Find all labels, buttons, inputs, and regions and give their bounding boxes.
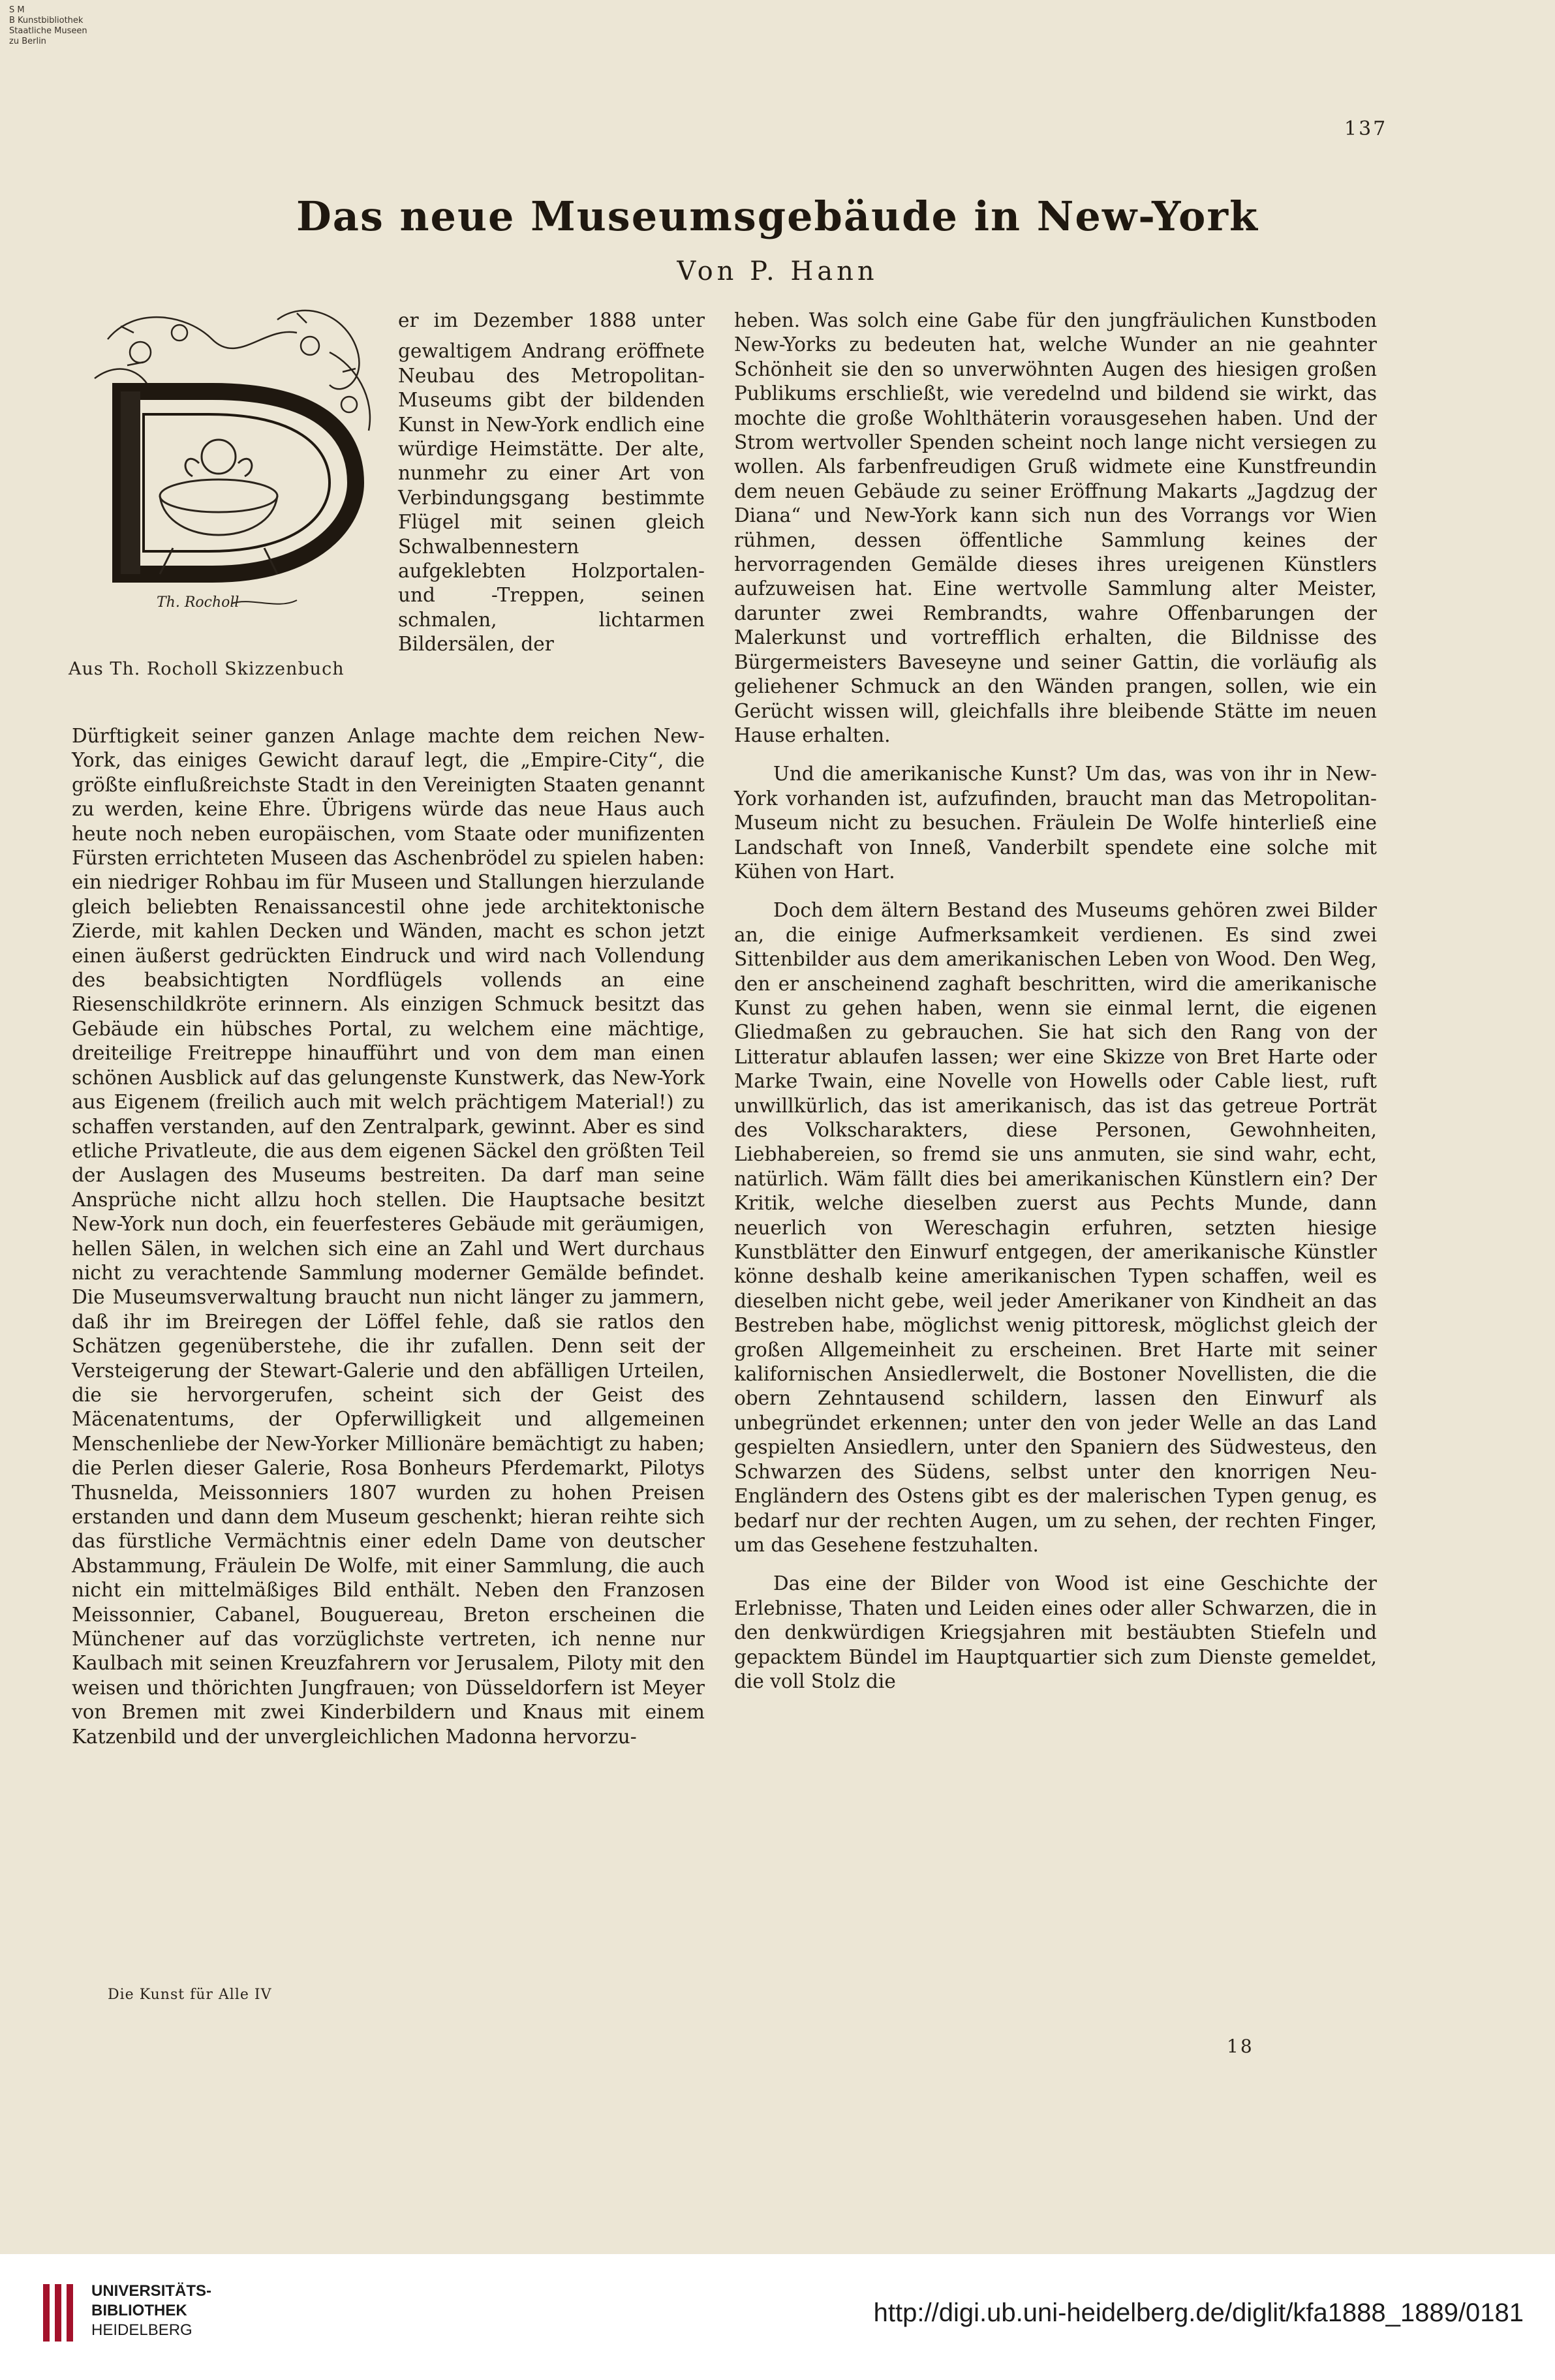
paragraph: heben. Was solch eine Gabe für den jungfräulichen Kunstboden New-Yorks zu bedeuten hat, welche Wunder an nie geahnter Schönheit sie den so unverwöhnten Augen des hiesigen großen Publikums erschließt, wie veredelnd und bildend sie wirkt, das mochte die große Wohlthäterin vorausgesehen haben. Und der Strom wertvoller Spenden scheint noch lange nicht versiegen zu wollen. Als farbenfreudigen Gruß widmete eine Kunstfreundin dem neuen Gebäude zu seiner Eröffnung Makarts „Jagdzug der Diana“ und New-York kann sich nun des Vorrangs vor Wien rühmen, dessen öffentliche Sammlung keines der hervorragenden Gemälde dieses ihres ureigenen Künstlers aufzuweisen hat. Eine wertvolle Sammlung alter Meister, darunter zwei Rembrandts, wahre Offenbarungen der Malerkunst und vortrefflich erhalten, die Bildnisse des Bürgermeisters Baveseyne und seiner Gattin, die vorläufig als geliehener Schmuck an den Wänden prangen, sollen, wie ein Gerücht wissen will, gleichfalls ihre bleibende Stätte im neuen Hause erhalten.: [734, 309, 1377, 746]
paragraph: Und die amerikanische Kunst? Um das, was von ihr in New-York vorhanden ist, aufzufinden, braucht man das Metropolitan-Museum nicht zu besuchen. Fräulein De Wolfe hinterließ eine Landschaft von Inneß, Vanderbilt spendete eine solche mit Kühen von Hart.: [734, 763, 1377, 883]
paragraph: Das eine der Bilder von Wood ist eine Geschichte der Erlebnisse, Thaten und Leiden eines oder aller Schwarzen, die in den denkwürdigen Kriegsjahren mit bestäubten Stiefeln und gepacktem Bündel im Hauptquartier sich zum Dienste gemeldet, die voll Stolz die: [734, 1572, 1377, 1692]
drop-cap-caption: Aus Th. Rocholl Skizzenbuch: [69, 659, 345, 679]
library-name-line: BIBLIOTHEK: [91, 2302, 187, 2319]
stamp-line: Staatliche Museen: [9, 26, 87, 36]
page-number: 137: [1344, 117, 1388, 140]
museum-stamp: [9, 5, 87, 47]
library-name-line: UNIVERSITÄTS-: [91, 2282, 212, 2300]
digital-library-link[interactable]: http://digi.ub.uni-heidelberg.de/diglit/kfa1888_1889/0181: [873, 2298, 1524, 2327]
library-name: [91, 2281, 211, 2340]
article-author: Von P. Hann: [677, 256, 878, 286]
paragraph: [398, 309, 705, 657]
drop-cap-illustration: [82, 300, 388, 626]
column-right: [734, 309, 1377, 1694]
stamp-line: S M: [9, 5, 25, 15]
library-name-line: HEIDELBERG: [91, 2321, 192, 2339]
article-title: Das neue Museumsgebäude in New-York: [296, 192, 1259, 240]
signature-mark: 18: [1227, 2036, 1254, 2057]
column-left: [72, 724, 705, 1749]
journal-footer: Die Kunst für Alle IV: [108, 1987, 272, 2003]
library-footer-bar: [0, 2254, 1555, 2380]
column-left-top: [398, 309, 705, 657]
paragraph: Dürftigkeit seiner ganzen Anlage machte dem reichen New-York, das einiges Gewicht darauf legt, die „Empire-City“, die größte einflußreichste Stadt in den Vereinigten Staaten genannt zu werden, keine Ehre. Übrigens würde das neue Haus auch heute noch neben europäischen, vom Staate oder munifizenten Fürsten errichteten Museen das Aschenbrödel zu spielen haben: ein niedriger Rohbau im für Museen und Stallungen hierzulande gleich beliebten Renaissancestil ohne jede architektonische Zierde, mit kahlen Decken und Wänden, macht es schon jetzt einen äußerst gedrückten Eindruck und wird nach Vollendung des beabsichtigten Nordflügels vollends an eine Riesenschildkröte erinnern. Als einzigen Schmuck besitzt das Gebäude ein hübsches Portal, zu welchem eine mächtige, dreiteilige Freitreppe hinaufführt und von dem man einen schönen Ausblick auf das gelungenste Kunstwerk, das New-York aus Eigenem (freilich auch mit welch prächtigem Material!) zu schaffen verstanden, auf den Zentralpark, gewinnt. Aber es sind etliche Privatleute, die aus dem eigenen Säckel den größten Teil der Auslagen des Museums bestreiten. Da darf man seine Ansprüche nicht allzu hoch stellen. Die Hauptsache besitzt New-York nun doch, ein feuerfesteres Gebäude mit geräumigen, hellen Sälen, in welchen sich eine an Zahl und Wert durchaus nicht zu verachtende Sammlung moderner Gemälde befindet. Die Museumsverwaltung braucht nun nicht länger zu jammern, daß ihr im Breiregen der Löffel fehle, daß sie ratlos den Schätzen gegenüberstehe, die ihr zufallen. Denn seit der Versteigerung der Stewart-Galerie und den abfälligen Urteilen, die sie hervorgerufen, scheint sich der Geist des Mäcenatentums, der Opferwilligkeit und allgemeinen Menschenliebe der New-Yorker Millionäre bemächtigt zu haben; die Perlen dieser Galerie, Rosa Bonheurs Pferdemarkt, Pilotys Thusnelda, Meissonniers 1807 wurden zu hohen Preisen erstanden und dann dem Museum geschenkt; hieran reihte sich das fürstliche Vermächtnis einer edeln Dame von deutscher Abstammung, Fräulein De Wolfe, mit einer Sammlung, die auch nicht ein mittelmäßiges Bild enthält. Neben den Franzosen Meissonnier, Cabanel, Bouguereau, Breton erscheinen die Münchener auf das vorzüglichste vertreten, ich nenne nur Kaulbach mit seinen Kreuzfahrern vor Jerusalem, Piloty mit den weisen und thörichten Jungfrauen; von Düsseldorfern ist Meyer von Bremen mit zwei Kinderbildern und Knaus mit einem Katzenbild und der unvergleichlichen Madonna hervorzu-: [72, 725, 705, 1748]
stamp-line: B Kunstbibliothek: [9, 16, 84, 25]
drop-cap-d-icon: [82, 300, 388, 626]
paragraph: Doch dem ältern Bestand des Museums gehören zwei Bilder an, die einige Aufmerksamkeit verdienen. Es sind zwei Sittenbilder aus dem amerikanischen Leben von Wood. Den Weg, den er anscheinend zaghaft beschritten, wird die amerikanische Kunst zu gehen haben, wenn sie einmal lernt, die eigenen Gliedmaßen zu gebrauchen. Sie hat sich den Rang von der Litteratur ablaufen lassen; wer eine Skizze von Bret Harte oder Marke Twain, eine Novelle von Howells oder Cable liest, ruft unwillkürlich, das ist amerikanisch, das ist das getreue Porträt des Volkscharakters, diese Personen, Gewohnheiten, Liebhabereien, so fremd sie uns anmuten, sie sind wahr, echt, natürlich. Wäm fällt dies bei amerikanischen Künstlern ein? Der Kritik, welche dieselben zuerst aus Pechts Munde, dann neuerlich von Wereschagin erfuhren, setzten hiesige Kunstblätter den Einwurf entgegen, der amerikanische Künstler könne deshalb keine amerikanischen Typen schaffen, weil es dieselben nicht gebe, weil jeder Amerikaner von Kindheit an das Bestreben habe, möglichst wenig pittoresk, möglichst gleich der großen Allgemeinheit zu erscheinen. Bret Harte mit seiner kalifornischen Ansiedlerwelt, die Bostoner Novellisten, die die obern Zehntausend schildern, lassen den Einwurf als unbegründet erkennen; unter den von jeder Welle an das Land gespielten Ansiedlern, unter den Spaniern des Südwesteus, den Schwarzen des Südens, selbst unter den knorrigen Neu-Engländern des Ostens gibt es der malerischen Typen genug, es bedarf nur der rechten Augen, um zu sehen, der rechten Finger, um das Gesehene festzuhalten.: [734, 899, 1377, 1556]
university-library-logo-icon: [39, 2280, 78, 2345]
stamp-line: zu Berlin: [9, 37, 46, 46]
drop-cap-signature: Th. Rocholl: [157, 594, 239, 611]
paragraph-text: er im Dezember 1888 unter gewaltigem Andrang eröffnete Neubau des Metropolitan-Museums gibt der bildenden Kunst in New-York endlich eine würdige Heimstätte. Der alte, nunmehr zu einer Art von Verbindungsgang bestimmte Flügel mit seinen gleich Schwalbennestern aufgeklebten Holzportalen- und -Treppen, seinen schmalen, lichtarmen Bildersälen, der: [398, 309, 705, 656]
